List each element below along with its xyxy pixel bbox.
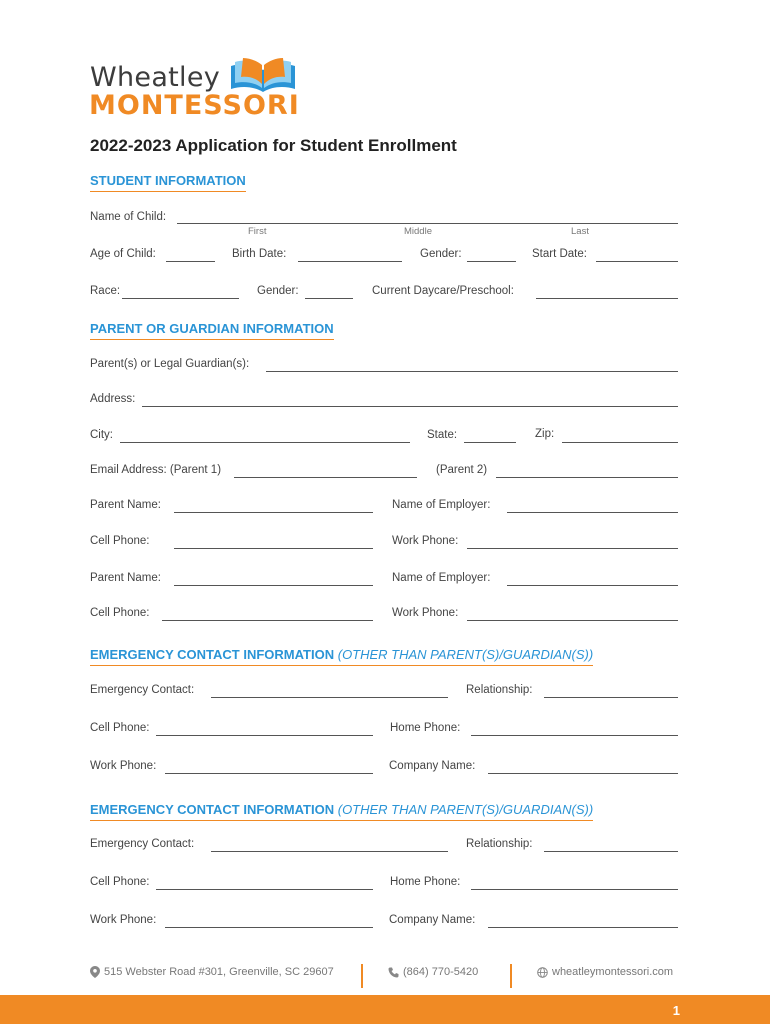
cell-phone-1-field[interactable] bbox=[174, 548, 373, 549]
emergency-1-heading-sub: (OTHER THAN PARENT(S)/GUARDIAN(S)) bbox=[337, 647, 594, 662]
middle-name-hint: Middle bbox=[404, 226, 432, 237]
emergency-2-cell-label: Cell Phone: bbox=[90, 876, 150, 888]
zip-label: Zip: bbox=[535, 428, 555, 440]
start-date-field[interactable] bbox=[596, 261, 678, 262]
age-of-child-label: Age of Child: bbox=[90, 248, 156, 260]
city-label: City: bbox=[90, 429, 113, 441]
work-phone-2-field[interactable] bbox=[467, 620, 678, 621]
open-book-icon bbox=[229, 58, 297, 94]
emergency-1-heading-main: EMERGENCY CONTACT INFORMATION bbox=[90, 647, 335, 662]
footer-website-link: wheatleymontessori.com bbox=[552, 966, 674, 978]
guardians-field[interactable] bbox=[266, 371, 678, 372]
emergency-2-heading-main: EMERGENCY CONTACT INFORMATION bbox=[90, 802, 335, 817]
last-name-hint: Last bbox=[571, 226, 589, 237]
birth-date-label: Birth Date: bbox=[232, 248, 287, 260]
cell-phone-1-label: Cell Phone: bbox=[90, 535, 150, 547]
work-phone-1-field[interactable] bbox=[467, 548, 678, 549]
footer-address-text: 515 Webster Road #301, Greenville, SC 29607 bbox=[104, 966, 334, 978]
address-label: Address: bbox=[90, 393, 136, 405]
footer-address bbox=[90, 966, 334, 978]
name-of-child-field[interactable] bbox=[177, 223, 678, 224]
work-phone-2-label: Work Phone: bbox=[392, 607, 459, 619]
emergency-2-home-field[interactable] bbox=[471, 889, 678, 890]
emergency-1-relationship-label: Relationship: bbox=[466, 684, 533, 696]
gender-label: Gender: bbox=[420, 248, 462, 260]
emergency-1-home-field[interactable] bbox=[471, 735, 678, 736]
city-field[interactable] bbox=[120, 442, 410, 443]
guardians-label: Parent(s) or Legal Guardian(s): bbox=[90, 358, 250, 370]
employer-2-field[interactable] bbox=[507, 585, 678, 586]
footer-divider-1 bbox=[361, 964, 363, 988]
logo-wordmark-bottom: MONTESSORI bbox=[89, 90, 300, 121]
emergency-1-company-field[interactable] bbox=[488, 773, 678, 774]
globe-icon bbox=[537, 967, 548, 978]
age-of-child-field[interactable] bbox=[166, 261, 215, 262]
email-parent2-label: (Parent 2) bbox=[436, 464, 488, 476]
section-heading-student: STUDENT INFORMATION bbox=[90, 173, 246, 192]
section-heading-emergency-2 bbox=[90, 802, 593, 821]
emergency-2-contact-label: Emergency Contact: bbox=[90, 838, 195, 850]
phone-icon bbox=[388, 967, 399, 978]
emergency-1-cell-label: Cell Phone: bbox=[90, 722, 150, 734]
footer-bar bbox=[0, 995, 770, 1024]
emergency-2-relationship-label: Relationship: bbox=[466, 838, 533, 850]
cell-phone-2-label: Cell Phone: bbox=[90, 607, 150, 619]
emergency-2-cell-field[interactable] bbox=[156, 889, 373, 890]
employer-1-field[interactable] bbox=[507, 512, 678, 513]
gender-field-2[interactable] bbox=[305, 298, 353, 299]
emergency-2-work-label: Work Phone: bbox=[90, 914, 157, 926]
emergency-2-contact-field[interactable] bbox=[211, 851, 448, 852]
email-parent1-field[interactable] bbox=[234, 477, 417, 478]
email-parent2-field[interactable] bbox=[496, 477, 678, 478]
employer-2-label: Name of Employer: bbox=[392, 572, 491, 584]
page-title: 2022-2023 Application for Student Enrollment bbox=[90, 136, 457, 155]
emergency-2-work-field[interactable] bbox=[165, 927, 373, 928]
name-of-child-label: Name of Child: bbox=[90, 211, 167, 223]
emergency-2-company-label: Company Name: bbox=[389, 914, 476, 926]
birth-date-field[interactable] bbox=[298, 261, 402, 262]
start-date-label: Start Date: bbox=[532, 248, 587, 260]
state-label: State: bbox=[427, 429, 458, 441]
gender-field[interactable] bbox=[467, 261, 516, 262]
emergency-1-company-label: Company Name: bbox=[389, 760, 476, 772]
footer-website[interactable] bbox=[537, 966, 673, 978]
section-heading-parent: PARENT OR GUARDIAN INFORMATION bbox=[90, 321, 334, 340]
cell-phone-2-field[interactable] bbox=[162, 620, 373, 621]
emergency-2-heading-sub: (OTHER THAN PARENT(S)/GUARDIAN(S)) bbox=[337, 802, 594, 817]
footer-phone-text: (864) 770-5420 bbox=[403, 966, 479, 978]
emergency-1-contact-label: Emergency Contact: bbox=[90, 684, 195, 696]
gender-label-2: Gender: bbox=[257, 285, 299, 297]
page-number: 1 bbox=[672, 1003, 680, 1018]
emergency-1-work-label: Work Phone: bbox=[90, 760, 157, 772]
parent-name-2-label: Parent Name: bbox=[90, 572, 161, 584]
address-field[interactable] bbox=[142, 406, 678, 407]
logo-wordmark-top: Wheatley bbox=[90, 62, 221, 93]
parent-name-1-field[interactable] bbox=[174, 512, 373, 513]
first-name-hint: First bbox=[248, 226, 267, 237]
state-field[interactable] bbox=[464, 442, 516, 443]
emergency-2-relationship-field[interactable] bbox=[544, 851, 678, 852]
current-daycare-label: Current Daycare/Preschool: bbox=[372, 285, 514, 297]
emergency-1-home-label: Home Phone: bbox=[390, 722, 461, 734]
footer-divider-2 bbox=[510, 964, 512, 988]
footer-phone[interactable] bbox=[388, 966, 478, 978]
emergency-2-company-field[interactable] bbox=[488, 927, 678, 928]
parent-name-1-label: Parent Name: bbox=[90, 499, 161, 511]
emergency-1-relationship-field[interactable] bbox=[544, 697, 678, 698]
email-parent1-label: Email Address: (Parent 1) bbox=[90, 464, 222, 476]
race-label: Race: bbox=[90, 285, 121, 297]
emergency-2-home-label: Home Phone: bbox=[390, 876, 461, 888]
race-field[interactable] bbox=[122, 298, 239, 299]
current-daycare-field[interactable] bbox=[536, 298, 678, 299]
section-heading-emergency-1 bbox=[90, 647, 593, 666]
location-pin-icon bbox=[90, 966, 100, 978]
zip-field[interactable] bbox=[562, 442, 678, 443]
emergency-1-contact-field[interactable] bbox=[211, 697, 448, 698]
emergency-1-work-field[interactable] bbox=[165, 773, 373, 774]
emergency-1-cell-field[interactable] bbox=[156, 735, 373, 736]
work-phone-1-label: Work Phone: bbox=[392, 535, 459, 547]
employer-1-label: Name of Employer: bbox=[392, 499, 491, 511]
parent-name-2-field[interactable] bbox=[174, 585, 373, 586]
